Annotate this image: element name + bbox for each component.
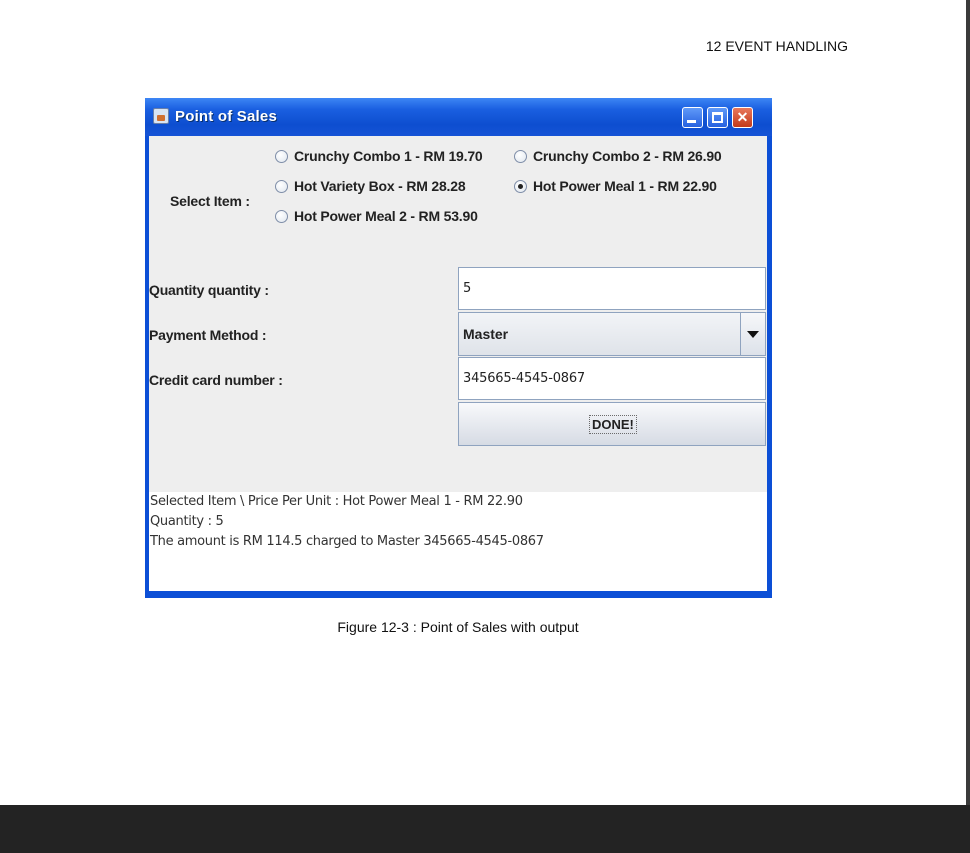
close-button[interactable]	[732, 107, 753, 128]
payment-method-value: Master	[463, 326, 509, 342]
page-header: 12 EVENT HANDLING	[705, 38, 848, 54]
radio-label: Hot Power Meal 2 - RM 53.90	[294, 208, 478, 224]
bottom-bar	[0, 805, 970, 853]
title-bar[interactable]	[145, 98, 772, 136]
payment-method-label: Payment Method :	[149, 327, 267, 343]
credit-card-label: Credit card number :	[149, 372, 283, 388]
quantity-input[interactable]: 5	[458, 267, 766, 310]
quantity-label: Quantity quantity :	[149, 282, 269, 298]
done-button-label: DONE!	[589, 415, 637, 434]
point-of-sales-window	[145, 98, 772, 598]
output-area[interactable]	[149, 492, 767, 591]
radio-label: Hot Power Meal 1 - RM 22.90	[533, 178, 717, 194]
output-line-quantity: Quantity : 5	[150, 514, 224, 529]
page-edge-divider	[966, 0, 970, 805]
radio-hot-variety-box[interactable]	[275, 178, 465, 194]
radio-button-icon[interactable]	[275, 180, 288, 193]
output-line-amount: The amount is RM 114.5 charged to Master 345665-4545-0867	[150, 534, 544, 549]
java-cup-icon	[153, 108, 169, 124]
radio-hot-power-meal-2[interactable]	[275, 208, 478, 224]
radio-button-selected-icon[interactable]	[514, 180, 527, 193]
radio-hot-power-meal-1[interactable]	[514, 178, 717, 194]
content-panel	[149, 136, 767, 591]
close-icon: ✕	[736, 109, 749, 125]
done-button[interactable]	[458, 402, 766, 446]
minimize-button[interactable]	[682, 107, 703, 128]
radio-button-icon[interactable]	[514, 150, 527, 163]
chevron-down-icon[interactable]	[740, 313, 765, 355]
radio-button-icon[interactable]	[275, 150, 288, 163]
maximize-icon	[712, 112, 723, 123]
window-title: Point of Sales	[175, 108, 277, 125]
select-item-label: Select Item :	[170, 193, 250, 209]
radio-label: Crunchy Combo 2 - RM 26.90	[533, 148, 722, 164]
radio-button-icon[interactable]	[275, 210, 288, 223]
payment-method-select[interactable]	[458, 312, 766, 356]
radio-label: Hot Variety Box - RM 28.28	[294, 178, 466, 194]
minimize-icon	[687, 120, 696, 123]
radio-crunchy-combo-1[interactable]	[275, 148, 483, 164]
radio-label: Crunchy Combo 1 - RM 19.70	[294, 148, 483, 164]
figure-caption: Figure 12-3 : Point of Sales with output	[337, 619, 579, 635]
output-line-item: Selected Item \ Price Per Unit : Hot Power Meal 1 - RM 22.90	[150, 494, 523, 509]
maximize-button[interactable]	[707, 107, 728, 128]
radio-crunchy-combo-2[interactable]	[514, 148, 722, 164]
credit-card-input[interactable]: 345665-4545-0867	[458, 357, 766, 400]
